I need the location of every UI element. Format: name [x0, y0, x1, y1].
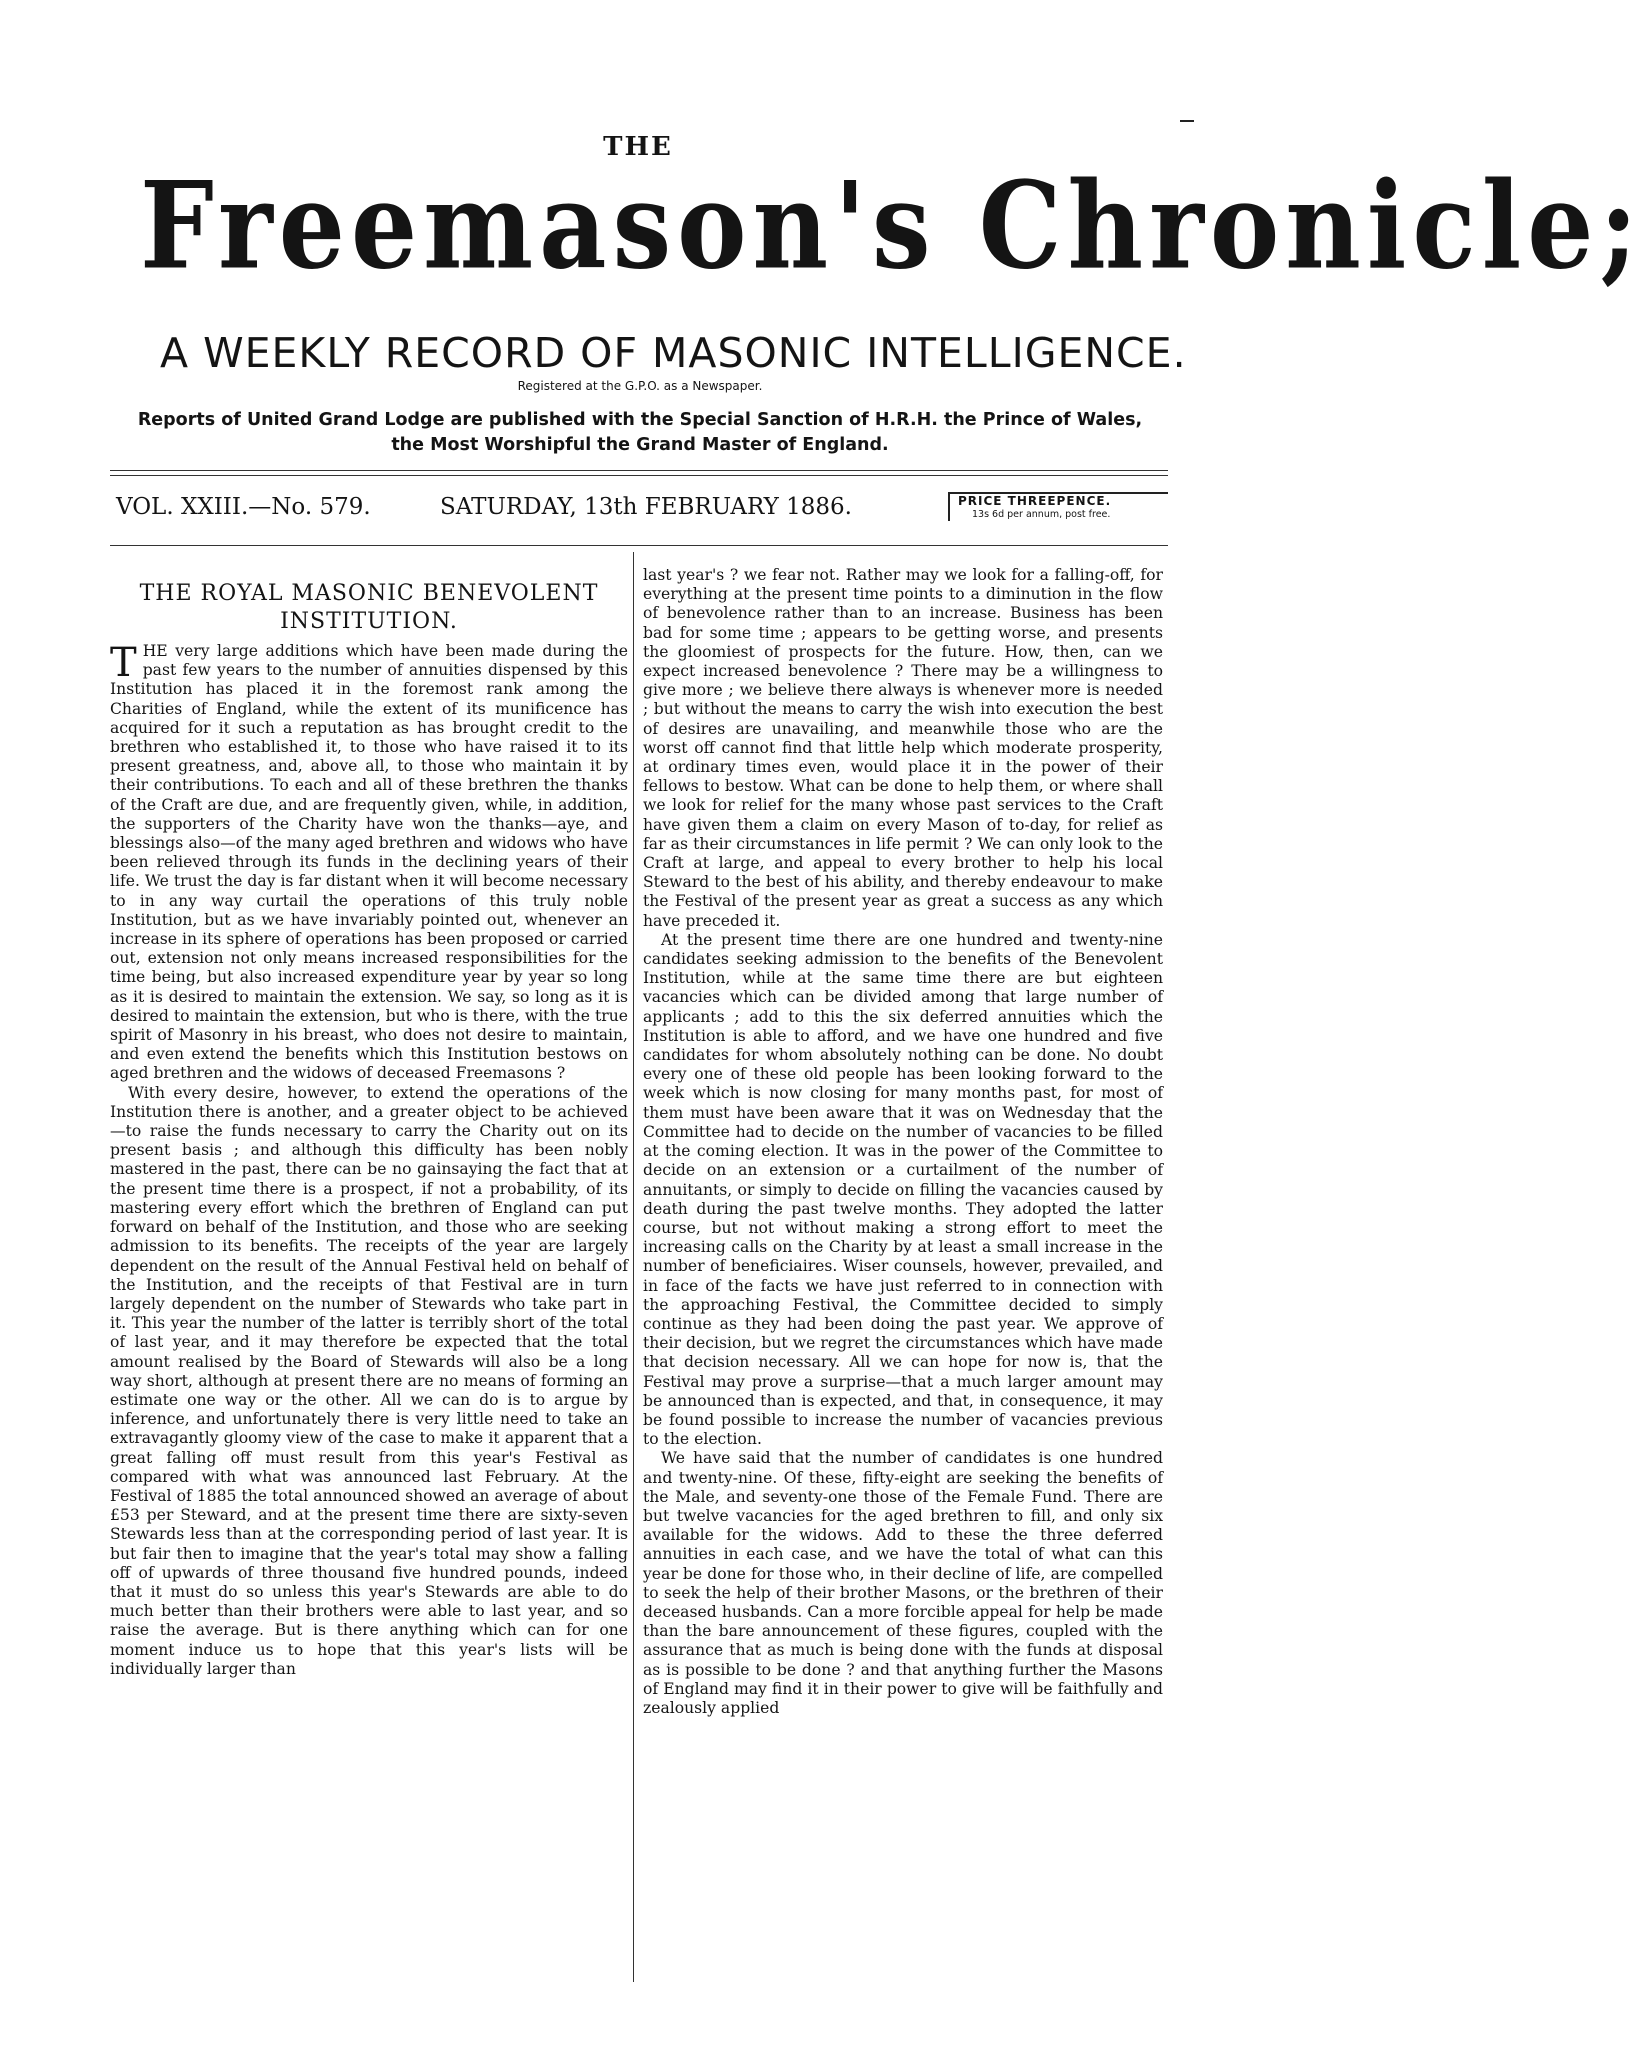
article-paragraph: last year's ? we fear not. Rather may we look for a falling-off, for everything at the present time points to a diminution in the flow of benevolence rather than to an increase. Business has been bad for some time ; appears to be getting worse, and presents the gloomiest of prospects for the future. How, then, can we expect increased benevolence ? There may be a willingness to give more ; we believe there always is whenever more is needed ; but without the means to carry the wish into execution the best of desires are unavailing, and meanwhile those who are the worst off cannot find that little help which moderate prosperity, at ordinary times even, would place it in the power of their fellows to bestow. What can be done to help them, or where shall we look for relief for the many whose past services to the Craft have given them a claim on every Mason of to-day, for relief as far as their circumstances in life permit ? We can only look to the Craft at large, and appeal to every brother to help his local Steward to the best of his ability, and thereby endeavour to make the Festival of the present year as great a success as any which have preceded it.	[643, 566, 1163, 930]
left-column	[110, 572, 628, 1679]
masthead-the: THE	[603, 132, 673, 162]
volume-number: VOL. XXIII.—No. 579.	[116, 494, 371, 520]
article-title: THE ROYAL MASONIC BENEVOLENT INSTITUTION.	[139, 581, 599, 634]
article-paragraph: We have said that the number of candidates is one hundred and twenty-nine. Of these, fifty-eight are seeking the benefits of the Male, and seventy-one those of the Female Fund. There are but twelve vacancies for the aged brethren to fill, and only six available for the widows. Add to these the three deferred annuities in each case, and we have the total of what can this year be done for those who, in their decline of life, are compelled to seek the help of their brother Masons, or the brethren of their deceased husbands. Can a more forcible appeal for help be made than the bare announcement of these figures, coupled with the assurance that as much is being done with the funds at disposal as is possible to be done ? and that anything further the Masons of England may find it in their power to give will be faithfully and zealously applied	[643, 1449, 1163, 1717]
article-paragraph	[110, 642, 628, 1084]
reports-notice	[130, 408, 1150, 458]
article-paragraph: With every desire, however, to extend the operations of the Institution there is another, and a greater object to be achieved—to raise the funds necessary to carry the Charity out on its present basis ; and although this difficulty has been nobly mastered in the past, there can be no gainsaying the fact that at the present time there is a prospect, if not a probability, of its mastering every effort which the brethren of England can put forward on behalf of the Institution, and those who are seeking admission to its benefits. The receipts of the year are largely dependent on the result of the Annual Festival held on behalf of the Institution, and the receipts of that Festival are in turn largely dependent on the number of Stewards who take part in it. This year the number of the latter is terribly short of the total of last year, and it may therefore be expected that the total amount realised by the Board of Stewards will also be a long way short, although at present there are no means of forming an estimate one way or the other. All we can do is to argue by inference, and unfortunately there is very little need to take an extravagantly gloomy view of the case to make it apparent that a great falling off must result from this year's Festival as compared with what was announced last February. At the Festival of 1885 the total announced showed an average of about £53 per Steward, and at the present time there are sixty-seven Stewards less than at the corresponding period of last year. It is but fair then to imagine that the year's total may show a falling off of upwards of three thousand five hundred pounds, indeed that it must do so unless this year's Stewards are able to do much better than their brothers were able to last year, and so raise the average. But is there anything which can for one moment induce us to hope that this year's lists will be individually larger than	[110, 1083, 628, 1678]
issue-line	[110, 492, 1168, 532]
column-divider	[633, 552, 634, 1982]
header-rule	[110, 470, 1168, 471]
price-box	[948, 492, 1168, 521]
article-paragraph: At the present time there are one hundred and twenty-nine candidates seeking admission to the benefits of the Benevolent Institution, while at the same time there are but eighteen vacancies which can be divided among that large number of applicants ; add to this the six deferred annuities which the Institution is able to afford, and we have one hundred and five candidates for whom absolutely nothing can be done. No doubt every one of these old people has been looking forward to the week which is now closing for many months past, for most of them must have been aware that it was on Wednesday that the Committee had to decide on the number of vacancies to be filled at the coming election. It was in the power of the Committee to decide on an extension or a curtailment of the number of annuitants, or simply to decide on filling the vacancies caused by death during the past twelve months. They adopted the latter course, but not without making a strong effort to meet the increasing calls on the Charity by at least a small increase in the number of beneficiaires. Wiser counsels, however, prevailed, and in face of the facts we have just referred to in connection with the approaching Festival, the Committee decided to simply continue as they had been doing the past year. We approve of their decision, but we regret the circumstances which have made that decision necessary. All we can hope for now is, that the Festival may prove a surprise—that a much larger amount may be announced than is expected, and that, in consequence, it may be found possible to increase the number of vacancies previous to the election.	[643, 930, 1163, 1449]
price-main: PRICE THREEPENCE.	[958, 494, 1112, 508]
header-rule	[110, 475, 1168, 476]
right-column	[643, 566, 1163, 1718]
corner-mark	[1180, 120, 1194, 122]
reports-notice-line-2: the Most Worshipful the Grand Master of England.	[391, 435, 889, 455]
paragraph-text: HE very large additions which have been made during the past few years to the number of annuities dispensed by this Institution has placed it in the foremost rank among the Charities of England, while the extent of its munificence has acquired for it such a reputation as has brought credit to the brethren who established it, to those who have raised it to its present greatness, and, above all, to those who maintain it by their contributions. To each and all of these brethren the thanks of the Craft are due, and are frequently given, while, in addition, the supporters of the Charity have won the thanks—aye, and blessings also—of the many aged brethren and widows who have been relieved through its funds in the declining years of their life. We trust the day is far distant when it will become necessary to in any way curtail the operations of this truly noble Institution, but as we have invariably pointed out, whenever an increase in its sphere of operations has been proposed or carried out, extension not only means increased responsibilities for the time being, but also increased expenditure year by year so long as it is desired to maintain the extension. We say, so long as it is desired to maintain the extension, but who is there, with the true spirit of Masonry in his breast, who does not desire to maintain, and even extend the benefits which this Institution bestows on aged brethren and the widows of deceased Freemasons ?	[110, 642, 628, 1083]
issue-date: SATURDAY, 13th FEBRUARY 1886.	[440, 494, 852, 520]
issue-rule	[110, 545, 1168, 546]
masthead-title: Freemason's Chronicle;	[140, 154, 1644, 297]
registration-note: Registered at the G.P.O. as a Newspaper.	[517, 379, 763, 393]
drop-cap: T	[110, 640, 137, 686]
reports-notice-line-1: Reports of United Grand Lodge are published with the Special Sanction of H.R.H. the Prince of Wales,	[137, 410, 1143, 430]
masthead-subtitle: A WEEKLY RECORD OF MASONIC INTELLIGENCE.	[160, 329, 1187, 377]
price-subscription: 13s 6d per annum, post free.	[972, 509, 1111, 520]
